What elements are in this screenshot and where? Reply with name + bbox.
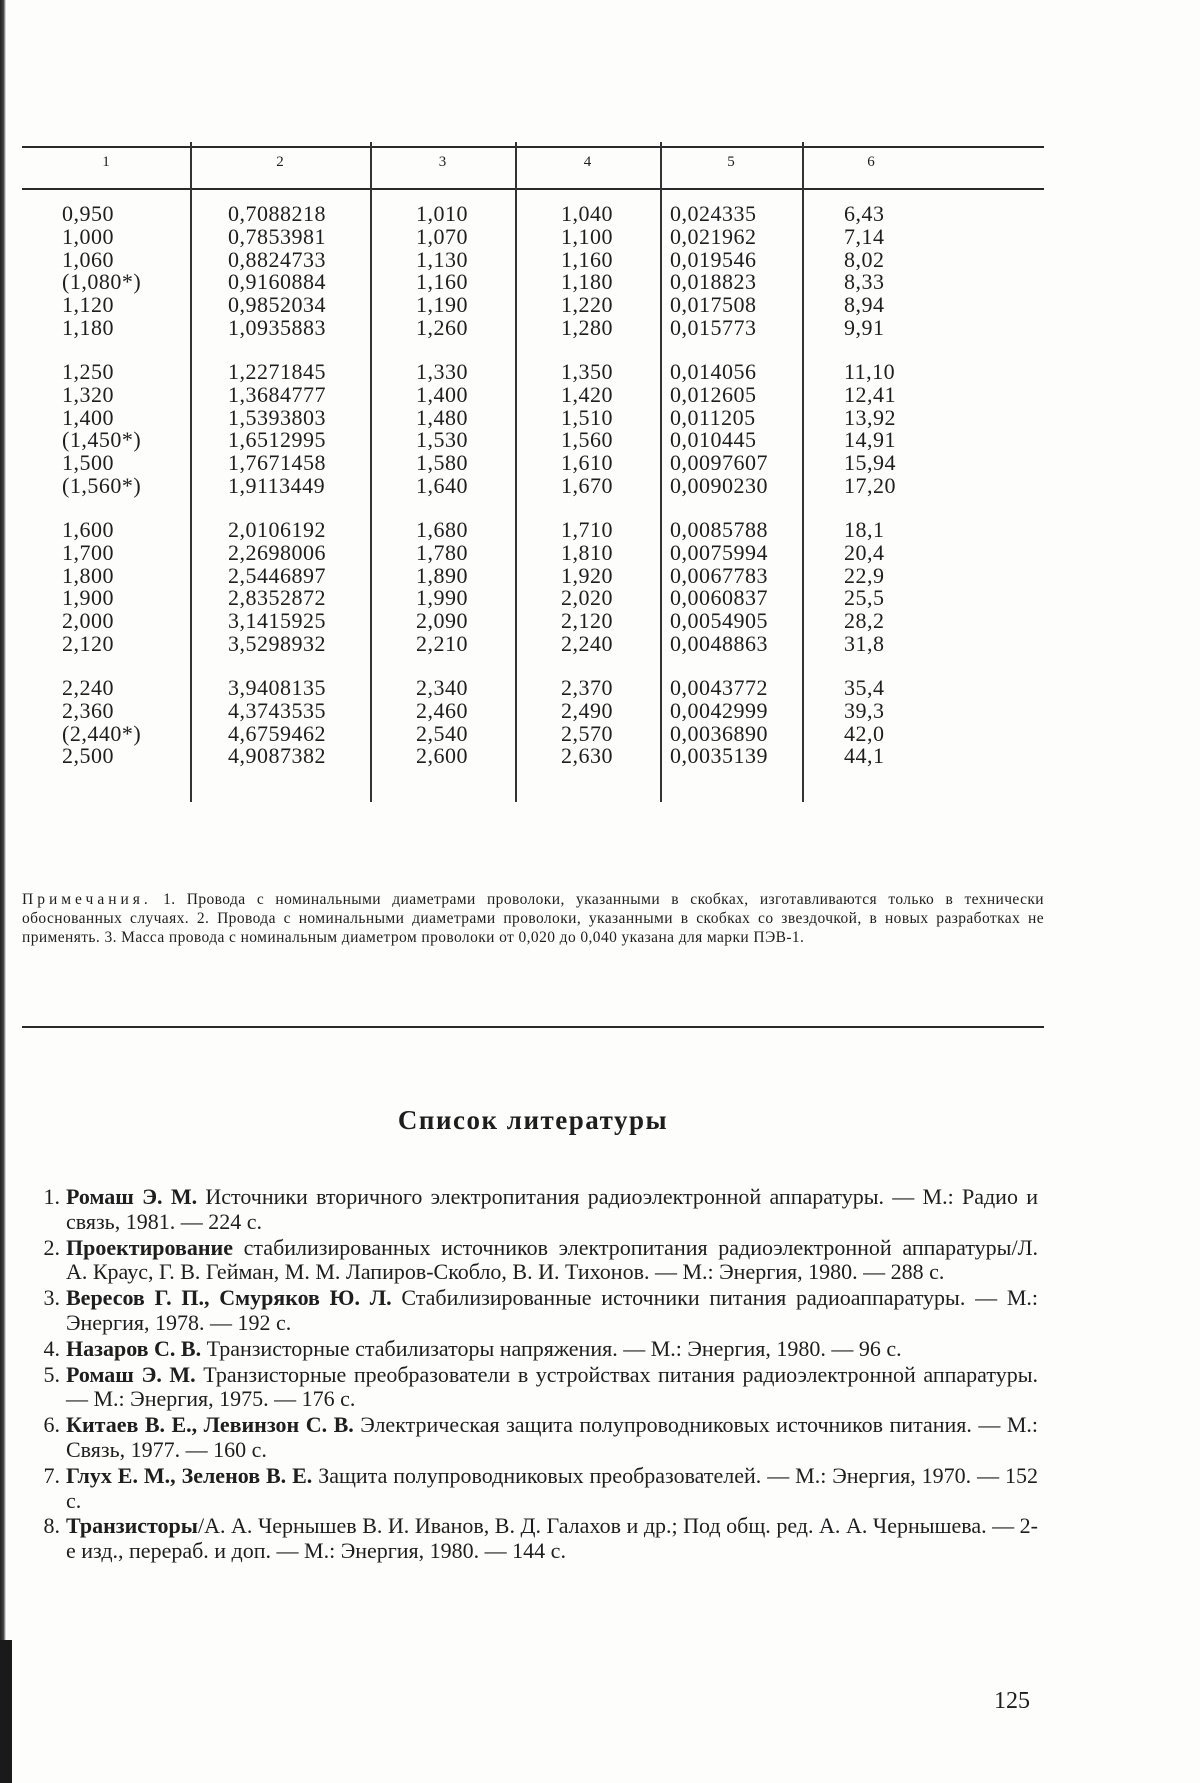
table-cell: (2,440*)	[62, 720, 142, 746]
literature-item-authors: Глух Е. М., Зеленов В. Е.	[66, 1462, 313, 1488]
literature-item	[30, 1464, 1038, 1514]
table-cell: 4,6759462	[228, 720, 326, 746]
table-cell: 1,6512995	[228, 427, 326, 453]
table-cell: 0,010445	[670, 427, 757, 453]
literature-item	[30, 1413, 1038, 1463]
table-cell: 1,190	[416, 292, 468, 318]
table-cell: 2,460	[416, 697, 468, 723]
table-cell: 1,700	[62, 539, 114, 565]
table-cell: 0,0075994	[670, 539, 768, 565]
table-cell: 0,9160884	[228, 269, 326, 295]
table-cell: 1,780	[416, 539, 468, 565]
table-cell: 1,9113449	[228, 473, 326, 498]
table-cell: 1,600	[62, 517, 114, 542]
table-cell: 0,0097607	[670, 450, 768, 476]
table-cell: 2,340	[416, 675, 468, 700]
table-cell: 1,180	[561, 269, 613, 295]
literature-item-number: 4.	[43, 1335, 60, 1361]
literature-item-authors: Транзисторы	[66, 1513, 198, 1539]
table-cell: 42,0	[844, 720, 885, 746]
table-cell: 1,010	[416, 201, 468, 226]
table-cell: 14,91	[844, 427, 896, 453]
table-cell: 0,0054905	[670, 608, 768, 634]
literature-item-authors: Проектирование	[66, 1234, 233, 1260]
table-cell: 0,0060837	[670, 585, 768, 611]
table-cell: 44,1	[844, 743, 885, 769]
book-spine-edge	[0, 0, 6, 1783]
table-cell: 1,180	[62, 315, 114, 340]
table-cell: 1,810	[561, 539, 613, 565]
literature-item-number: 5.	[43, 1361, 60, 1387]
literature-item-text: Стабилизированные источники питания радиоаппаратуры. — М.: Энергия, 1978. — 192 с.	[66, 1285, 1038, 1335]
table-cell: 2,570	[561, 720, 613, 746]
table-cell: 2,240	[62, 675, 114, 700]
table-cell: 9,91	[844, 315, 885, 340]
table-cell: 28,2	[844, 608, 885, 634]
table-cell: 2,120	[62, 631, 114, 656]
table-cell: 25,5	[844, 585, 885, 611]
table-cell: 2,000	[62, 608, 114, 634]
table-cell: 1,040	[561, 201, 613, 226]
literature-title: Список литературы	[397, 1105, 669, 1135]
table-cell: 2,490	[561, 697, 613, 723]
table-cell: 0,012605	[670, 381, 757, 407]
table-cell: 2,540	[416, 720, 468, 746]
literature-item	[30, 1337, 1038, 1362]
table-cell: 22,9	[844, 562, 885, 588]
table-cell: 31,8	[844, 631, 885, 656]
table-cell: 1,640	[416, 473, 468, 498]
literature-item-text: Транзисторные преобразователи в устройствах питания радиоэлектронной аппаратуры. — М.: Энергия, 1975. — 176 с.	[66, 1361, 1038, 1412]
table-cell: 3,5298932	[228, 631, 326, 656]
table-cell: 1,2271845	[228, 359, 326, 384]
table-cell: 2,240	[561, 631, 613, 656]
table-cell: 1,350	[561, 359, 613, 384]
literature-item-authors: Китаев В. Е., Левинзон С. В.	[66, 1412, 354, 1438]
table-cell: 2,0106192	[228, 517, 326, 542]
table-cell: 1,5393803	[228, 404, 326, 430]
table-cell: 8,02	[844, 246, 885, 272]
literature-item-text: стабилизированных источников электропитания радиоэлектронной аппаратуры/Л. А. Краус, Г. В. Гейман, М. М. Лапиров-Скобло, В. И. Тихонов. — М.: Энергия, 1980. — 288 с.	[66, 1234, 1038, 1285]
table-cell: 1,250	[62, 359, 114, 384]
table-cell: 18,1	[844, 517, 885, 542]
table-cell: 2,5446897	[228, 562, 326, 588]
table-cell: 1,420	[561, 381, 613, 407]
table-cell: 2,210	[416, 631, 468, 656]
table-cell: 1,400	[62, 404, 114, 430]
table-cell: 0,0048863	[670, 631, 768, 656]
table-cell: (1,450*)	[62, 427, 142, 453]
table-cell: 0,0035139	[670, 743, 768, 769]
table-cell: 4,9087382	[228, 743, 326, 769]
table-cell: 1,530	[416, 427, 468, 453]
table-cell: 0,021962	[670, 223, 757, 249]
literature-item-number: 7.	[43, 1462, 60, 1488]
literature-item-number: 1.	[43, 1184, 60, 1209]
table-cell: 1,130	[416, 246, 468, 272]
table-cell: 2,090	[416, 608, 468, 634]
table-column-separator	[190, 142, 192, 802]
literature-item	[30, 1236, 1038, 1286]
table-cell: 1,330	[416, 359, 468, 384]
table-cell: 1,800	[62, 562, 114, 588]
table-cell: 1,610	[561, 450, 613, 476]
table-cell: 1,220	[561, 292, 613, 318]
table-cell: 4,3743535	[228, 697, 326, 723]
table-column-header: 1	[102, 154, 110, 170]
literature-item-authors: Назаров С. В.	[66, 1335, 202, 1361]
table-cell: 0,024335	[670, 201, 757, 226]
table-cell: 8,94	[844, 292, 885, 318]
literature-item-authors: Ромаш Э. М.	[66, 1184, 198, 1209]
table-cell: 0,8824733	[228, 246, 326, 272]
table-cell: 1,580	[416, 450, 468, 476]
table-cell: 0,0090230	[670, 473, 768, 498]
literature-item-number: 2.	[43, 1234, 60, 1260]
table-cell: 1,510	[561, 404, 613, 430]
table-cell: 2,500	[62, 743, 114, 769]
table-cell: 1,890	[416, 562, 468, 588]
table-cell: 1,480	[416, 404, 468, 430]
table-cell: 1,680	[416, 517, 468, 542]
literature-item	[30, 1363, 1038, 1413]
table-cell: 2,8352872	[228, 585, 326, 611]
table-cell: 0,7853981	[228, 223, 326, 249]
table-cell: 0,014056	[670, 359, 757, 384]
table-cell: 1,560	[561, 427, 613, 453]
table-cell: 1,120	[62, 292, 114, 318]
table-cell: 1,920	[561, 562, 613, 588]
table-cell: 0,019546	[670, 246, 757, 272]
table-cell: 0,7088218	[228, 201, 326, 226]
literature-item-number: 8.	[43, 1513, 60, 1539]
table-cell: 2,370	[561, 675, 613, 700]
table-cell: 1,3684777	[228, 381, 326, 407]
table-cell: 0,0067783	[670, 562, 768, 588]
table-cell: 1,060	[62, 246, 114, 272]
literature-item-text: Транзисторные стабилизаторы напряжения. — М.: Энергия, 1980. — 96 с.	[201, 1335, 902, 1361]
table-cell: 0,0085788	[670, 517, 768, 542]
table-cell: 1,0935883	[228, 315, 326, 340]
table-cell: 2,630	[561, 743, 613, 769]
table-header-rule	[22, 188, 1044, 190]
table-cell: 7,14	[844, 223, 885, 249]
table-cell: 11,10	[844, 359, 896, 384]
table-column-header: 6	[867, 154, 875, 170]
literature-item-text: /А. А. Чернышев В. И. Иванов, В. Д. Галахов и др.; Под общ. ред. А. А. Чернышева. — 2-е изд., перераб. и доп. — М.: Энергия, 1980. — 144 с.	[66, 1513, 1038, 1564]
notes-text: 1. Провода с номинальными диаметрами проволоки, указанными в скобках, изготавливаются только в технически обоснованных случаях. 2. Провода с номинальными диаметрами проволоки, указанными в скобках со звездочкой, в новых разработках не применять. 3. Масса провода с номинальным диаметром проволоки от 0,020 до 0,040 указана для марки ПЭВ-1.	[22, 891, 1044, 946]
table-cell: 1,670	[561, 473, 613, 498]
table-cell: 35,4	[844, 675, 885, 700]
table-cell: 39,3	[844, 697, 885, 723]
table-cell: 0,0036890	[670, 720, 768, 746]
table-cell: 0,0043772	[670, 675, 768, 700]
table-cell: 1,7671458	[228, 450, 326, 476]
literature-item-number: 3.	[43, 1285, 60, 1311]
table-cell: 8,33	[844, 269, 885, 295]
table-cell: 0,015773	[670, 315, 757, 340]
table-column-header: 4	[583, 154, 592, 170]
table-cell: 0,017508	[670, 292, 757, 318]
table-cell: 0,9852034	[228, 292, 326, 318]
table-cell: 13,92	[844, 404, 896, 430]
table-bottom-rule	[22, 1026, 1044, 1028]
literature-item-authors: Вересов Г. П., Смуряков Ю. Л.	[66, 1285, 392, 1311]
literature-item-text: Электрическая защита полупроводниковых источников питания. — М.: Связь, 1977. — 160 с.	[66, 1412, 1038, 1462]
table-cell: 1,160	[561, 246, 613, 272]
table-cell: 1,710	[561, 517, 613, 542]
literature-item-text: Защита полупроводниковых преобразователей. — М.: Энергия, 1970. — 152 с.	[66, 1462, 1038, 1513]
table-column-separator	[515, 142, 517, 802]
table-cell: 1,100	[561, 223, 613, 249]
table-column-separator	[802, 142, 804, 802]
table-column-header: 3	[438, 154, 447, 170]
page-number: 125	[994, 1688, 1030, 1714]
table-cell: 1,900	[62, 585, 114, 611]
table-cell: 12,41	[844, 381, 896, 407]
table-cell: 1,070	[416, 223, 468, 249]
table-notes	[22, 890, 1044, 947]
table-cell: 0,950	[62, 201, 114, 226]
literature-item	[30, 1185, 1038, 1235]
table-column-header: 2	[276, 154, 284, 170]
literature-item-text: Источники вторичного электропитания радиоэлектронной аппаратуры. — М.: Радио и связь, 1981. — 224 с.	[66, 1184, 1038, 1234]
table-cell: 0,018823	[670, 269, 757, 295]
table-cell: 20,4	[844, 539, 885, 565]
table-cell: 1,160	[416, 269, 468, 295]
literature-item-number: 6.	[43, 1412, 60, 1438]
table-column-header: 5	[727, 154, 735, 170]
table-cell: 1,000	[62, 223, 114, 249]
table-cell: 2,2698006	[228, 539, 326, 565]
notes-lead: Примечания.	[22, 891, 152, 908]
book-spine-edge-lower	[0, 1640, 12, 1783]
literature-item-authors: Ромаш Э. М.	[66, 1361, 196, 1387]
table-cell: 1,320	[62, 381, 114, 407]
table-cell: 3,1415925	[228, 608, 326, 634]
table-cell: (1,080*)	[62, 269, 142, 295]
table-cell: 0,011205	[670, 404, 756, 430]
table-top-rule	[22, 146, 1044, 148]
table-cell: 6,43	[844, 201, 885, 226]
literature-list	[30, 1185, 1038, 1565]
literature-item	[30, 1286, 1038, 1336]
table-cell: (1,560*)	[62, 473, 142, 498]
table-cell: 2,020	[561, 585, 613, 611]
table-cell: 3,9408135	[228, 675, 326, 700]
table-cell: 1,280	[561, 315, 613, 340]
table-cell: 0,0042999	[670, 697, 768, 723]
table-cell: 2,120	[561, 608, 613, 634]
table-cell: 1,500	[62, 450, 114, 476]
table-column-separator	[660, 142, 662, 802]
literature-item	[30, 1514, 1038, 1564]
table-cell: 1,990	[416, 585, 468, 611]
table-cell: 2,360	[62, 697, 114, 723]
table-cell: 1,400	[416, 381, 468, 407]
table-cell: 15,94	[844, 450, 896, 476]
table-cell: 1,260	[416, 315, 468, 340]
table-cell: 17,20	[844, 473, 896, 498]
table-cell: 2,600	[416, 743, 468, 769]
table-column-separator	[370, 142, 372, 802]
